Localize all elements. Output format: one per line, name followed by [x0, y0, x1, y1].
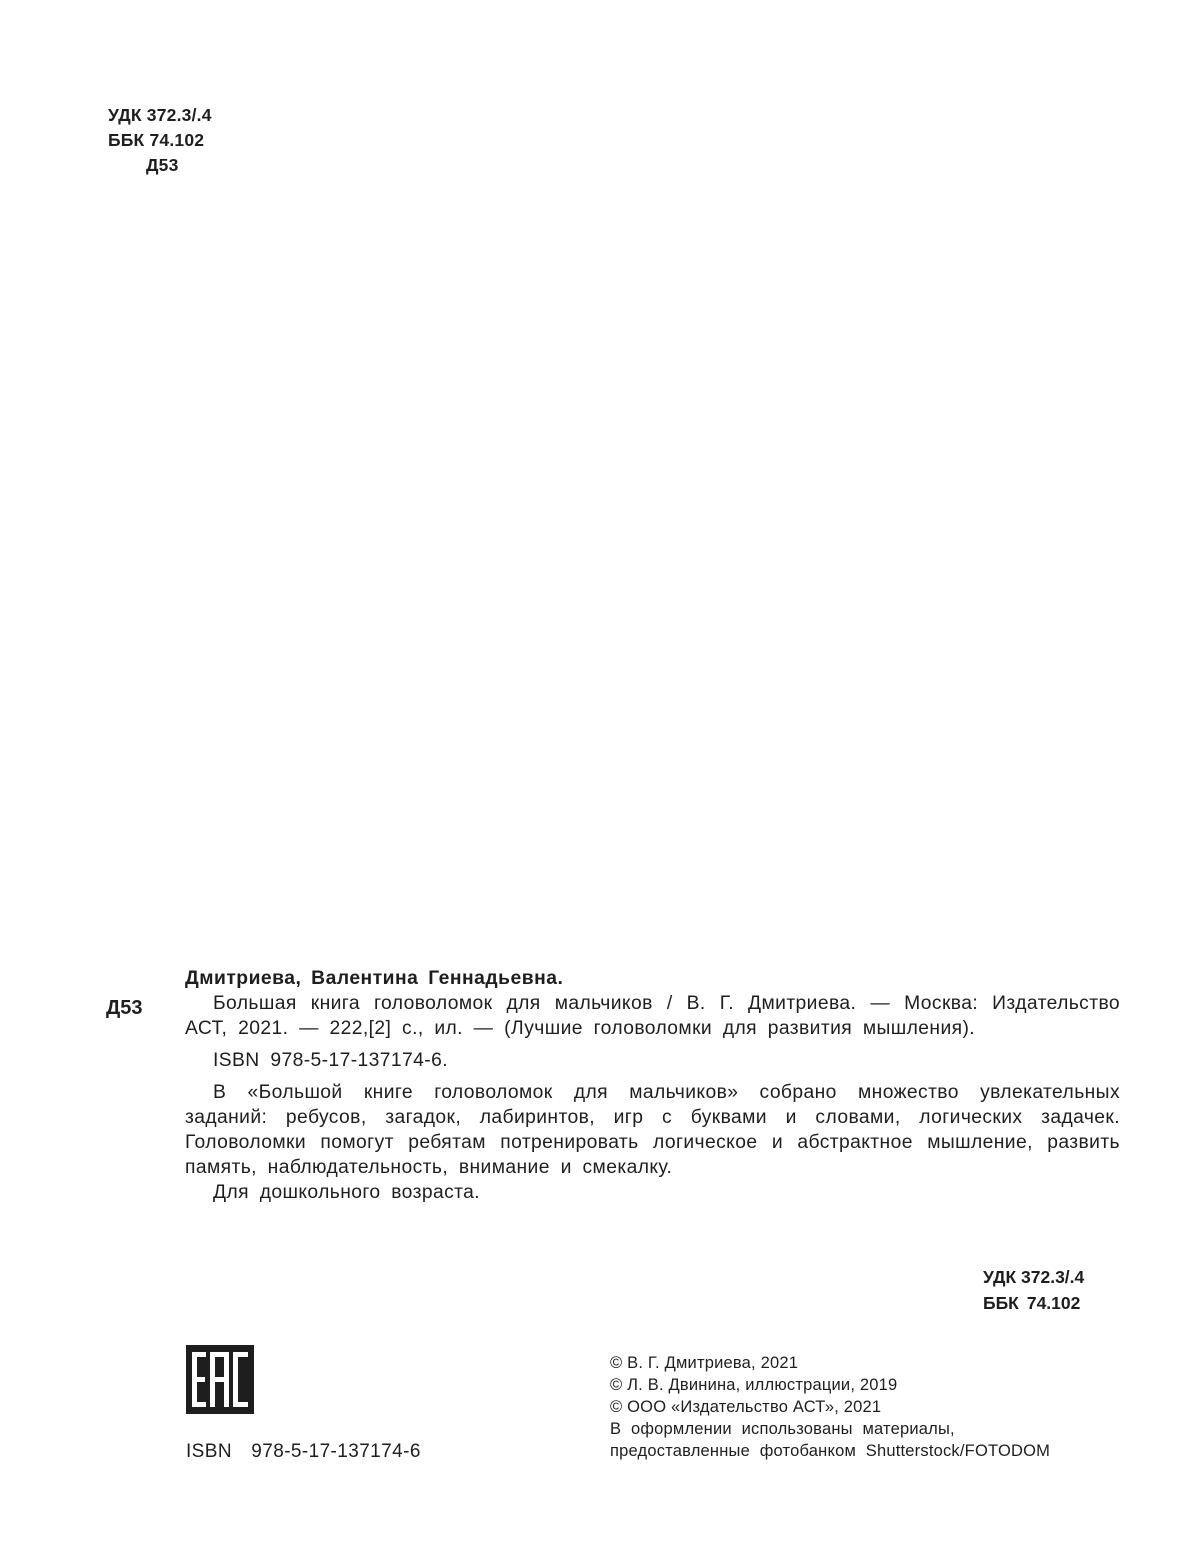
bbk-code: ББК 74.102: [108, 130, 205, 150]
copyright-block: [610, 1352, 1050, 1462]
isbn-bottom: ISBN 978-5-17-137174-6: [186, 1441, 421, 1462]
copyright-publisher: © ООО «Издательство АСТ», 2021: [610, 1398, 882, 1416]
bib-author-sign: Д53: [106, 997, 143, 1019]
photobank-note: предоставленные фотобанком Shutterstock/FOTODOM: [610, 1442, 1051, 1460]
udk-code: УДК 372.3/.4: [108, 105, 212, 125]
bbk-label: ББК: [983, 1293, 1019, 1313]
copyright-illustrator: © Л. В. Двинина, иллюстрации, 2019: [610, 1376, 898, 1394]
bib-author: Дмитриева, Валентина Геннадьевна.: [185, 968, 564, 989]
bib-description: Большая книга головоломок для мальчиков / В. Г. Дмитриева. — Москва: Издательство АСТ, 2021. — 222,[2] с., ил. — (Лучшие головоломки для развития мышления).: [185, 993, 1120, 1039]
bib-annotation: В «Большой книге головоломок для мальчиков» собрано множество увлекательных заданий: ребусов, загадок, лабиринтов, игр с буквами и словами, логических задачек. Головоломки помогут ребятам потренировать логическое и абстрактное мышление, развить память, наблюдательность, внимание и смекалку.: [185, 1082, 1120, 1178]
bibliographic-record: [185, 966, 1120, 1205]
copyright-author: © В. Г. Дмитриева, 2021: [610, 1354, 799, 1372]
author-sign: Д53: [146, 155, 179, 175]
eac-certification-icon: [186, 1345, 254, 1414]
top-classification: [108, 103, 212, 178]
materials-note: В оформлении использованы материалы,: [610, 1420, 955, 1438]
bbk-code-bottom: [983, 1290, 1084, 1316]
udk-code-bottom: УДК 372.3/.4: [983, 1267, 1085, 1287]
bib-isbn: ISBN 978-5-17-137174-6.: [213, 1050, 449, 1071]
bottom-classification: [983, 1264, 1084, 1316]
bib-age: Для дошкольного возраста.: [213, 1182, 481, 1203]
bbk-number: 74.102: [1026, 1293, 1081, 1313]
